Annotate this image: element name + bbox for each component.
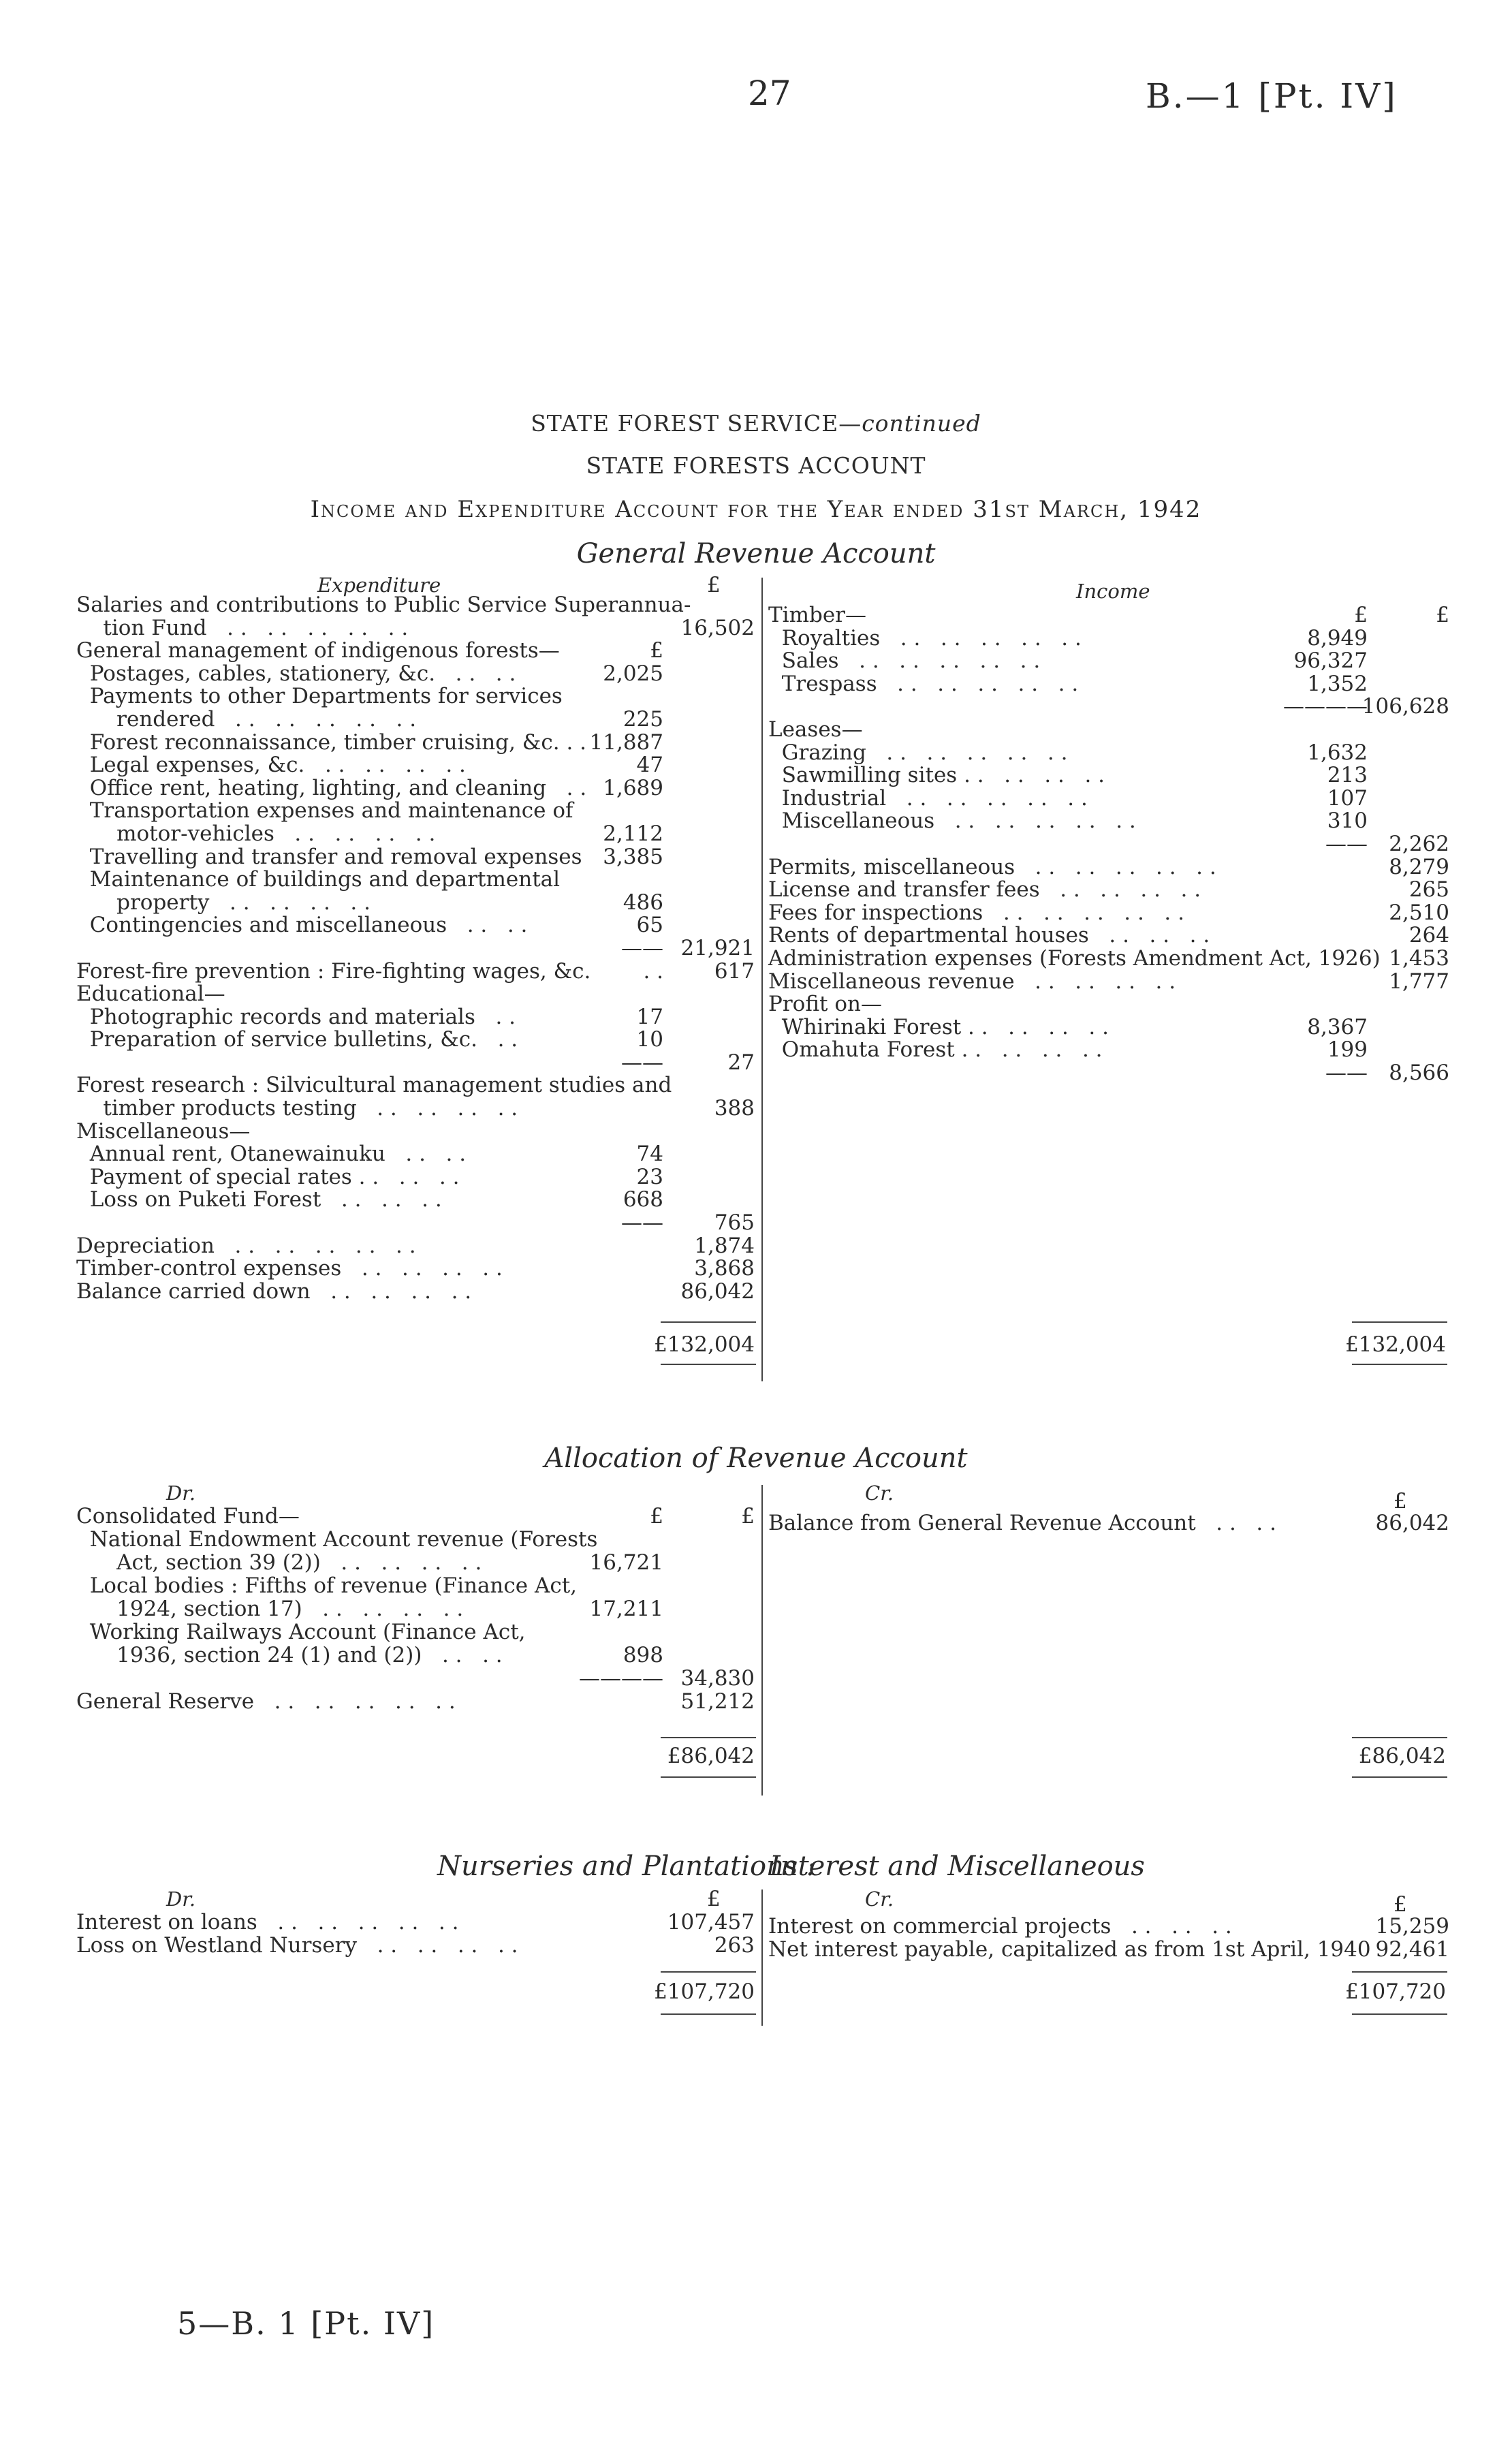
ledger-row-description: Depreciation . . . . . . . . . . bbox=[76, 1233, 416, 1258]
ledger-row-description: Educational— bbox=[76, 982, 225, 1007]
ledger-row bbox=[768, 719, 1456, 742]
ledger-row-description: Contingencies and miscellaneous . . . . bbox=[76, 913, 528, 938]
nurseries-credit-list bbox=[768, 1915, 1456, 1962]
nurseries-debit-total-double-rule bbox=[661, 2013, 756, 2015]
ledger-row bbox=[76, 663, 757, 686]
ledger-row-description: 1936, section 24 (1) and (2)) . . . . bbox=[76, 1643, 503, 1667]
ledger-row bbox=[76, 1505, 757, 1528]
ledger-row-description: Permits, miscellaneous . . . . . . . . . . bbox=[768, 854, 1216, 879]
ledger-row-subamount: 8,367 bbox=[1307, 1014, 1368, 1039]
ledger-row-description: Working Railways Account (Finance Act, bbox=[76, 1620, 526, 1644]
ledger-row bbox=[768, 1039, 1456, 1062]
ledger-row-description: Salaries and contributions to Public Service Superannua- bbox=[76, 593, 691, 617]
income-total-double-rule bbox=[1352, 1364, 1447, 1365]
expenditure-list bbox=[76, 594, 757, 1303]
ledger-row-amount: 263 bbox=[714, 1933, 755, 1958]
ledger-row-description: General management of indigenous forests— bbox=[76, 638, 560, 663]
nurseries-credit-total-double-rule bbox=[1352, 2013, 1447, 2015]
ledger-row bbox=[76, 983, 757, 1006]
ledger-row-subamount: —— bbox=[621, 1210, 663, 1236]
income-heading: Income bbox=[1076, 580, 1150, 603]
ledger-row bbox=[76, 1143, 757, 1166]
ledger-row bbox=[76, 1074, 757, 1097]
ledger-row-description: Profit on— bbox=[768, 992, 882, 1017]
ledger-row bbox=[76, 846, 757, 869]
ledger-row-description: Travelling and transfer and removal expenses bbox=[76, 844, 582, 869]
ledger-row-description: License and transfer fees . . . . . . . . bbox=[768, 877, 1201, 903]
ledger-row-amount: 21,921 bbox=[680, 935, 755, 960]
ledger-row bbox=[76, 1667, 757, 1691]
nurseries-debit-list bbox=[76, 1911, 757, 1958]
page-number: 27 bbox=[748, 74, 791, 113]
ledger-row-description: timber products testing . . . . . . . . bbox=[76, 1096, 518, 1121]
ledger-row-subamount: ———— bbox=[1283, 694, 1368, 719]
ledger-row bbox=[76, 1621, 757, 1644]
ledger-row-subamount: 96,327 bbox=[1293, 648, 1368, 674]
allocation-title: Allocation of Revenue Account bbox=[544, 1443, 968, 1474]
ledger-row-description: Leases— bbox=[768, 717, 863, 742]
ledger-row-subamount: ———— bbox=[579, 1666, 663, 1691]
ledger-row-amount: 617 bbox=[714, 958, 755, 984]
allocation-debit-total: £86,042 bbox=[667, 1744, 755, 1768]
income-list bbox=[768, 604, 1456, 1084]
ledger-row-description: Consolidated Fund— bbox=[76, 1504, 300, 1528]
ledger-row-description: Balance from General Revenue Account . . . . bbox=[768, 1511, 1276, 1535]
ledger-row-description: motor-vehicles . . . . . . . . bbox=[76, 821, 436, 846]
nurseries-cr-label: Cr. bbox=[865, 1887, 894, 1911]
allocation-debit-list bbox=[76, 1505, 757, 1714]
allocation-credit-total: £86,042 bbox=[1358, 1744, 1446, 1768]
expenditure-total-double-rule bbox=[661, 1364, 756, 1365]
ledger-row bbox=[76, 1006, 757, 1029]
ledger-row-description: Loss on Westland Nursery . . . . . . . . bbox=[76, 1933, 518, 1958]
ledger-row bbox=[76, 754, 757, 777]
allocation-debit-total-rule bbox=[661, 1737, 756, 1738]
ledger-row-description: Trespass . . . . . . . . . . bbox=[768, 671, 1079, 696]
ledger-row-amount: 2,510 bbox=[1389, 900, 1449, 925]
ledger-row-description: Maintenance of buildings and departmental bbox=[76, 867, 561, 892]
ledger-row-subamount: 1,352 bbox=[1307, 671, 1368, 696]
ledger-row-subamount: 47 bbox=[636, 753, 663, 778]
ledger-row-amount: 34,830 bbox=[680, 1666, 755, 1691]
title-line-2: STATE FORESTS ACCOUNT bbox=[586, 452, 926, 479]
ledger-row-subamount: 17 bbox=[636, 1004, 663, 1029]
ledger-row-amount: £ bbox=[741, 1504, 755, 1528]
ledger-row-description: Postages, cables, stationery, &c. . . . . bbox=[76, 661, 516, 686]
ledger-row-description: tion Fund . . . . . . . . . . bbox=[76, 615, 409, 640]
ledger-row bbox=[768, 1939, 1456, 1962]
ledger-row-amount: 86,042 bbox=[680, 1279, 755, 1304]
ledger-row-amount: 1,874 bbox=[694, 1233, 755, 1258]
ledger-row-subamount: 486 bbox=[623, 890, 663, 915]
ledger-row bbox=[76, 1166, 757, 1189]
expenditure-pound-sign: £ bbox=[707, 573, 721, 597]
ledger-row bbox=[768, 833, 1456, 856]
ledger-row bbox=[768, 1016, 1456, 1039]
ledger-row-description: Miscellaneous . . . . . . . . . . bbox=[768, 809, 1136, 834]
ledger-row-description: Legal expenses, &c. . . . . . . . . bbox=[76, 753, 466, 778]
ledger-row bbox=[768, 902, 1456, 925]
ledger-row bbox=[76, 1528, 757, 1552]
ledger-row-description: General Reserve . . . . . . . . . . bbox=[76, 1689, 456, 1714]
expenditure-total: £132,004 bbox=[654, 1332, 755, 1357]
ledger-row-description: Whirinaki Forest . . . . . . . . bbox=[768, 1014, 1109, 1039]
ledger-row bbox=[768, 764, 1456, 787]
ledger-row bbox=[768, 971, 1456, 994]
general-column-divider bbox=[761, 578, 763, 1381]
ledger-row bbox=[76, 1598, 757, 1621]
ledger-row-subamount: £ bbox=[650, 638, 663, 663]
ledger-row-amount: 1,777 bbox=[1389, 969, 1449, 994]
ledger-row-description: Net interest payable, capitalized as from 1st April, 1940 bbox=[768, 1937, 1371, 1962]
ledger-row-subamount: 225 bbox=[623, 706, 663, 732]
ledger-row-subamount: 16,721 bbox=[589, 1550, 663, 1575]
title-line-1 bbox=[0, 410, 1512, 437]
ledger-row bbox=[76, 1552, 757, 1575]
expenditure-heading: Expenditure bbox=[317, 574, 441, 597]
allocation-credit-total-double-rule bbox=[1352, 1776, 1447, 1778]
nurseries-debit-total-rule bbox=[661, 1971, 756, 1973]
ledger-row bbox=[76, 1644, 757, 1667]
ledger-row bbox=[768, 856, 1456, 879]
title-line-1-continued: continued bbox=[862, 410, 981, 437]
ledger-row bbox=[768, 879, 1456, 902]
ledger-row-description: Fees for inspections . . . . . . . . . . bbox=[768, 900, 1184, 925]
ledger-row bbox=[768, 993, 1456, 1016]
ledger-row-description: Local bodies : Fifths of revenue (Finance Act, bbox=[76, 1573, 578, 1598]
ledger-row-description: Grazing . . . . . . . . . . bbox=[768, 740, 1068, 765]
ledger-row bbox=[76, 892, 757, 915]
ledger-row-subamount: 668 bbox=[623, 1187, 663, 1212]
ledger-row bbox=[76, 1911, 757, 1934]
ledger-row-subamount: 1,632 bbox=[1307, 740, 1368, 765]
ledger-row-amount: 15,259 bbox=[1375, 1914, 1449, 1939]
ledger-row bbox=[76, 960, 757, 984]
nurseries-title-left: Nurseries and Plantations : bbox=[437, 1851, 816, 1882]
nurseries-cr-pound: £ bbox=[1393, 1892, 1407, 1917]
ledger-row-amount: 86,042 bbox=[1375, 1511, 1449, 1535]
ledger-row-subamount: 3,385 bbox=[603, 844, 663, 869]
ledger-row bbox=[76, 708, 757, 732]
ledger-row-subamount: 23 bbox=[636, 1164, 663, 1189]
ledger-row bbox=[76, 868, 757, 892]
ledger-row bbox=[76, 1189, 757, 1212]
ledger-row bbox=[76, 777, 757, 800]
ledger-row-description: Sales . . . . . . . . . . bbox=[768, 648, 1041, 674]
ledger-row bbox=[76, 1257, 757, 1281]
ledger-row-amount: 388 bbox=[714, 1096, 755, 1121]
ledger-row-subamount: 310 bbox=[1327, 809, 1368, 834]
allocation-credit-pound: £ bbox=[1393, 1489, 1407, 1514]
nurseries-dr-pound: £ bbox=[707, 1887, 721, 1911]
ledger-row-subamount: 74 bbox=[636, 1142, 663, 1167]
ledger-row-description: Forest reconnaissance, timber cruising, &c. . . bbox=[76, 730, 587, 755]
allocation-column-divider bbox=[761, 1485, 763, 1796]
ledger-row-description: Rents of departmental houses . . . . . . bbox=[768, 923, 1210, 948]
ledger-row-description: Balance carried down . . . . . . . . bbox=[76, 1279, 472, 1304]
page-reference: B.—1 [Pt. IV] bbox=[1146, 76, 1398, 116]
ledger-row bbox=[76, 1212, 757, 1235]
ledger-row-amount: 8,566 bbox=[1389, 1060, 1449, 1085]
ledger-row-amount: £ bbox=[1436, 603, 1449, 627]
ledger-row-subamount: 2,112 bbox=[603, 821, 663, 846]
ledger-row-amount: 265 bbox=[1408, 877, 1449, 903]
ledger-row bbox=[76, 1281, 757, 1304]
ledger-row-description: Royalties . . . . . . . . . . bbox=[768, 625, 1082, 650]
allocation-credit-total-rule bbox=[1352, 1737, 1447, 1738]
nurseries-title-right: Interest and Miscellaneous bbox=[770, 1851, 1145, 1882]
ledger-row bbox=[768, 947, 1456, 971]
nurseries-credit-total-rule bbox=[1352, 1971, 1447, 1973]
ledger-row-subamount: —— bbox=[621, 1050, 663, 1075]
ledger-row-description: Administration expenses (Forests Amendment Act, 1926) bbox=[768, 945, 1381, 971]
ledger-row bbox=[76, 823, 757, 846]
ledger-row-description: Timber-control expenses . . . . . . . . bbox=[76, 1256, 503, 1281]
ledger-row bbox=[76, 685, 757, 708]
ledger-row bbox=[768, 1512, 1456, 1535]
nurseries-dr-label: Dr. bbox=[166, 1887, 196, 1911]
ledger-row-description: Forest research : Silvicultural management studies and bbox=[76, 1073, 672, 1098]
ledger-row-amount: 3,868 bbox=[694, 1256, 755, 1281]
allocation-credit-list bbox=[768, 1512, 1456, 1535]
ledger-row bbox=[768, 627, 1456, 650]
ledger-row-description: Forest-fire prevention : Fire-fighting wages, &c. bbox=[76, 958, 591, 984]
ledger-row bbox=[76, 1934, 757, 1958]
nurseries-credit-total: £107,720 bbox=[1345, 1979, 1446, 2004]
ledger-row-amount: 107,457 bbox=[667, 1910, 755, 1934]
ledger-row bbox=[768, 695, 1456, 719]
ledger-row-description: Annual rent, Otanewainuku . . . . bbox=[76, 1142, 467, 1167]
nurseries-debit-total: £107,720 bbox=[654, 1979, 755, 2004]
ledger-row bbox=[768, 924, 1456, 947]
ledger-row-subamount: —— bbox=[1325, 831, 1368, 856]
ledger-row-subamount: 1,689 bbox=[603, 775, 663, 800]
ledger-row-subamount: 17,211 bbox=[589, 1597, 663, 1621]
ledger-row-subamount: 10 bbox=[636, 1027, 663, 1052]
ledger-row bbox=[768, 604, 1456, 627]
ledger-row-subamount: 2,025 bbox=[603, 661, 663, 686]
ledger-row-description: Act, section 39 (2)) . . . . . . . . bbox=[76, 1550, 482, 1575]
ledger-row-description: Sawmilling sites . . . . . . . . bbox=[768, 763, 1105, 788]
ledger-row bbox=[768, 1062, 1456, 1085]
ledger-row bbox=[76, 640, 757, 663]
ledger-row-amount: 92,461 bbox=[1375, 1937, 1449, 1962]
ledger-row-amount: 2,262 bbox=[1389, 831, 1449, 856]
ledger-row-description: Interest on commercial projects . . . . . . bbox=[768, 1914, 1232, 1939]
allocation-dr-label: Dr. bbox=[166, 1481, 196, 1505]
ledger-row bbox=[768, 673, 1456, 696]
nurseries-column-divider bbox=[761, 1890, 763, 2026]
ledger-row bbox=[76, 914, 757, 937]
ledger-row-amount: 264 bbox=[1408, 923, 1449, 948]
ledger-row-amount: 51,212 bbox=[680, 1689, 755, 1714]
ledger-row-amount: 1,453 bbox=[1389, 945, 1449, 971]
ledger-row bbox=[76, 594, 757, 617]
ledger-row bbox=[76, 1691, 757, 1714]
ledger-row-description: Office rent, heating, lighting, and cleaning . . bbox=[76, 775, 587, 800]
ledger-row bbox=[76, 732, 757, 755]
ledger-row-subamount: £ bbox=[650, 1504, 663, 1528]
ledger-row-description: Interest on loans . . . . . . . . . . bbox=[76, 1910, 459, 1934]
ledger-row-subamount: —— bbox=[1325, 1060, 1368, 1085]
ledger-row-amount: 27 bbox=[727, 1050, 755, 1075]
ledger-row-description: Timber— bbox=[768, 603, 866, 627]
ledger-row-subamount: 65 bbox=[636, 913, 663, 938]
allocation-debit-total-double-rule bbox=[661, 1776, 756, 1778]
ledger-row-description: Photographic records and materials . . bbox=[76, 1004, 516, 1029]
ledger-row-subamount: 11,887 bbox=[589, 730, 663, 755]
ledger-row-description: rendered . . . . . . . . . . bbox=[76, 706, 417, 732]
title-line-1-main: STATE FOREST SERVICE— bbox=[531, 410, 862, 437]
ledger-row-description: property . . . . . . . . bbox=[76, 890, 371, 915]
ledger-row-description: Miscellaneous— bbox=[76, 1118, 251, 1144]
ledger-row bbox=[768, 1915, 1456, 1939]
ledger-row bbox=[768, 650, 1456, 673]
ledger-row-subamount: £ bbox=[1354, 603, 1368, 627]
ledger-row bbox=[768, 787, 1456, 811]
ledger-row-description: 1924, section 17) . . . . . . . . bbox=[76, 1597, 464, 1621]
ledger-row bbox=[76, 800, 757, 823]
ledger-row-description: Transportation expenses and maintenance of bbox=[76, 798, 573, 824]
ledger-row bbox=[76, 1052, 757, 1075]
ledger-row bbox=[768, 742, 1456, 765]
ledger-row-subamount: —— bbox=[621, 935, 663, 960]
ledger-row-description: National Endowment Account revenue (Forests bbox=[76, 1527, 598, 1552]
ledger-row-description: Payment of special rates . . . . . . bbox=[76, 1164, 460, 1189]
ledger-row bbox=[76, 1120, 757, 1144]
allocation-cr-label: Cr. bbox=[865, 1481, 894, 1505]
ledger-row-amount: 8,279 bbox=[1389, 854, 1449, 879]
ledger-row-description: Payments to other Departments for services bbox=[76, 684, 563, 709]
ledger-row-subamount: . . bbox=[643, 958, 663, 984]
ledger-row-description: Loss on Puketi Forest . . . . . . bbox=[76, 1187, 442, 1212]
ledger-row-description: Industrial . . . . . . . . . . bbox=[768, 785, 1088, 811]
page-footer: 5—B. 1 [Pt. IV] bbox=[177, 2305, 435, 2342]
ledger-row bbox=[76, 1029, 757, 1052]
ledger-row-subamount: 213 bbox=[1327, 763, 1368, 788]
general-revenue-title: General Revenue Account bbox=[576, 538, 936, 569]
ledger-row-description: Omahuta Forest . . . . . . . . bbox=[768, 1037, 1103, 1063]
ledger-row bbox=[768, 810, 1456, 833]
ledger-row-amount: 106,628 bbox=[1361, 694, 1449, 719]
ledger-row bbox=[76, 617, 757, 640]
ledger-row bbox=[76, 1575, 757, 1598]
ledger-row-amount: 16,502 bbox=[680, 615, 755, 640]
ledger-row bbox=[76, 1097, 757, 1120]
expenditure-total-rule bbox=[661, 1321, 756, 1323]
ledger-row bbox=[76, 937, 757, 960]
ledger-row-subamount: 898 bbox=[623, 1643, 663, 1667]
ledger-row-description: Miscellaneous revenue . . . . . . . . bbox=[768, 969, 1176, 994]
ledger-row bbox=[76, 1235, 757, 1258]
ledger-row-subamount: 199 bbox=[1327, 1037, 1368, 1063]
ledger-row-subamount: 8,949 bbox=[1307, 625, 1368, 650]
ledger-row-subamount: 107 bbox=[1327, 785, 1368, 811]
title-line-3: Income and Expenditure Account for the Year ended 31st March, 1942 bbox=[310, 496, 1202, 523]
income-total: £132,004 bbox=[1345, 1332, 1446, 1357]
income-total-rule bbox=[1352, 1321, 1447, 1323]
ledger-row-description: Preparation of service bulletins, &c. . . bbox=[76, 1027, 518, 1052]
ledger-row-amount: 765 bbox=[714, 1210, 755, 1236]
